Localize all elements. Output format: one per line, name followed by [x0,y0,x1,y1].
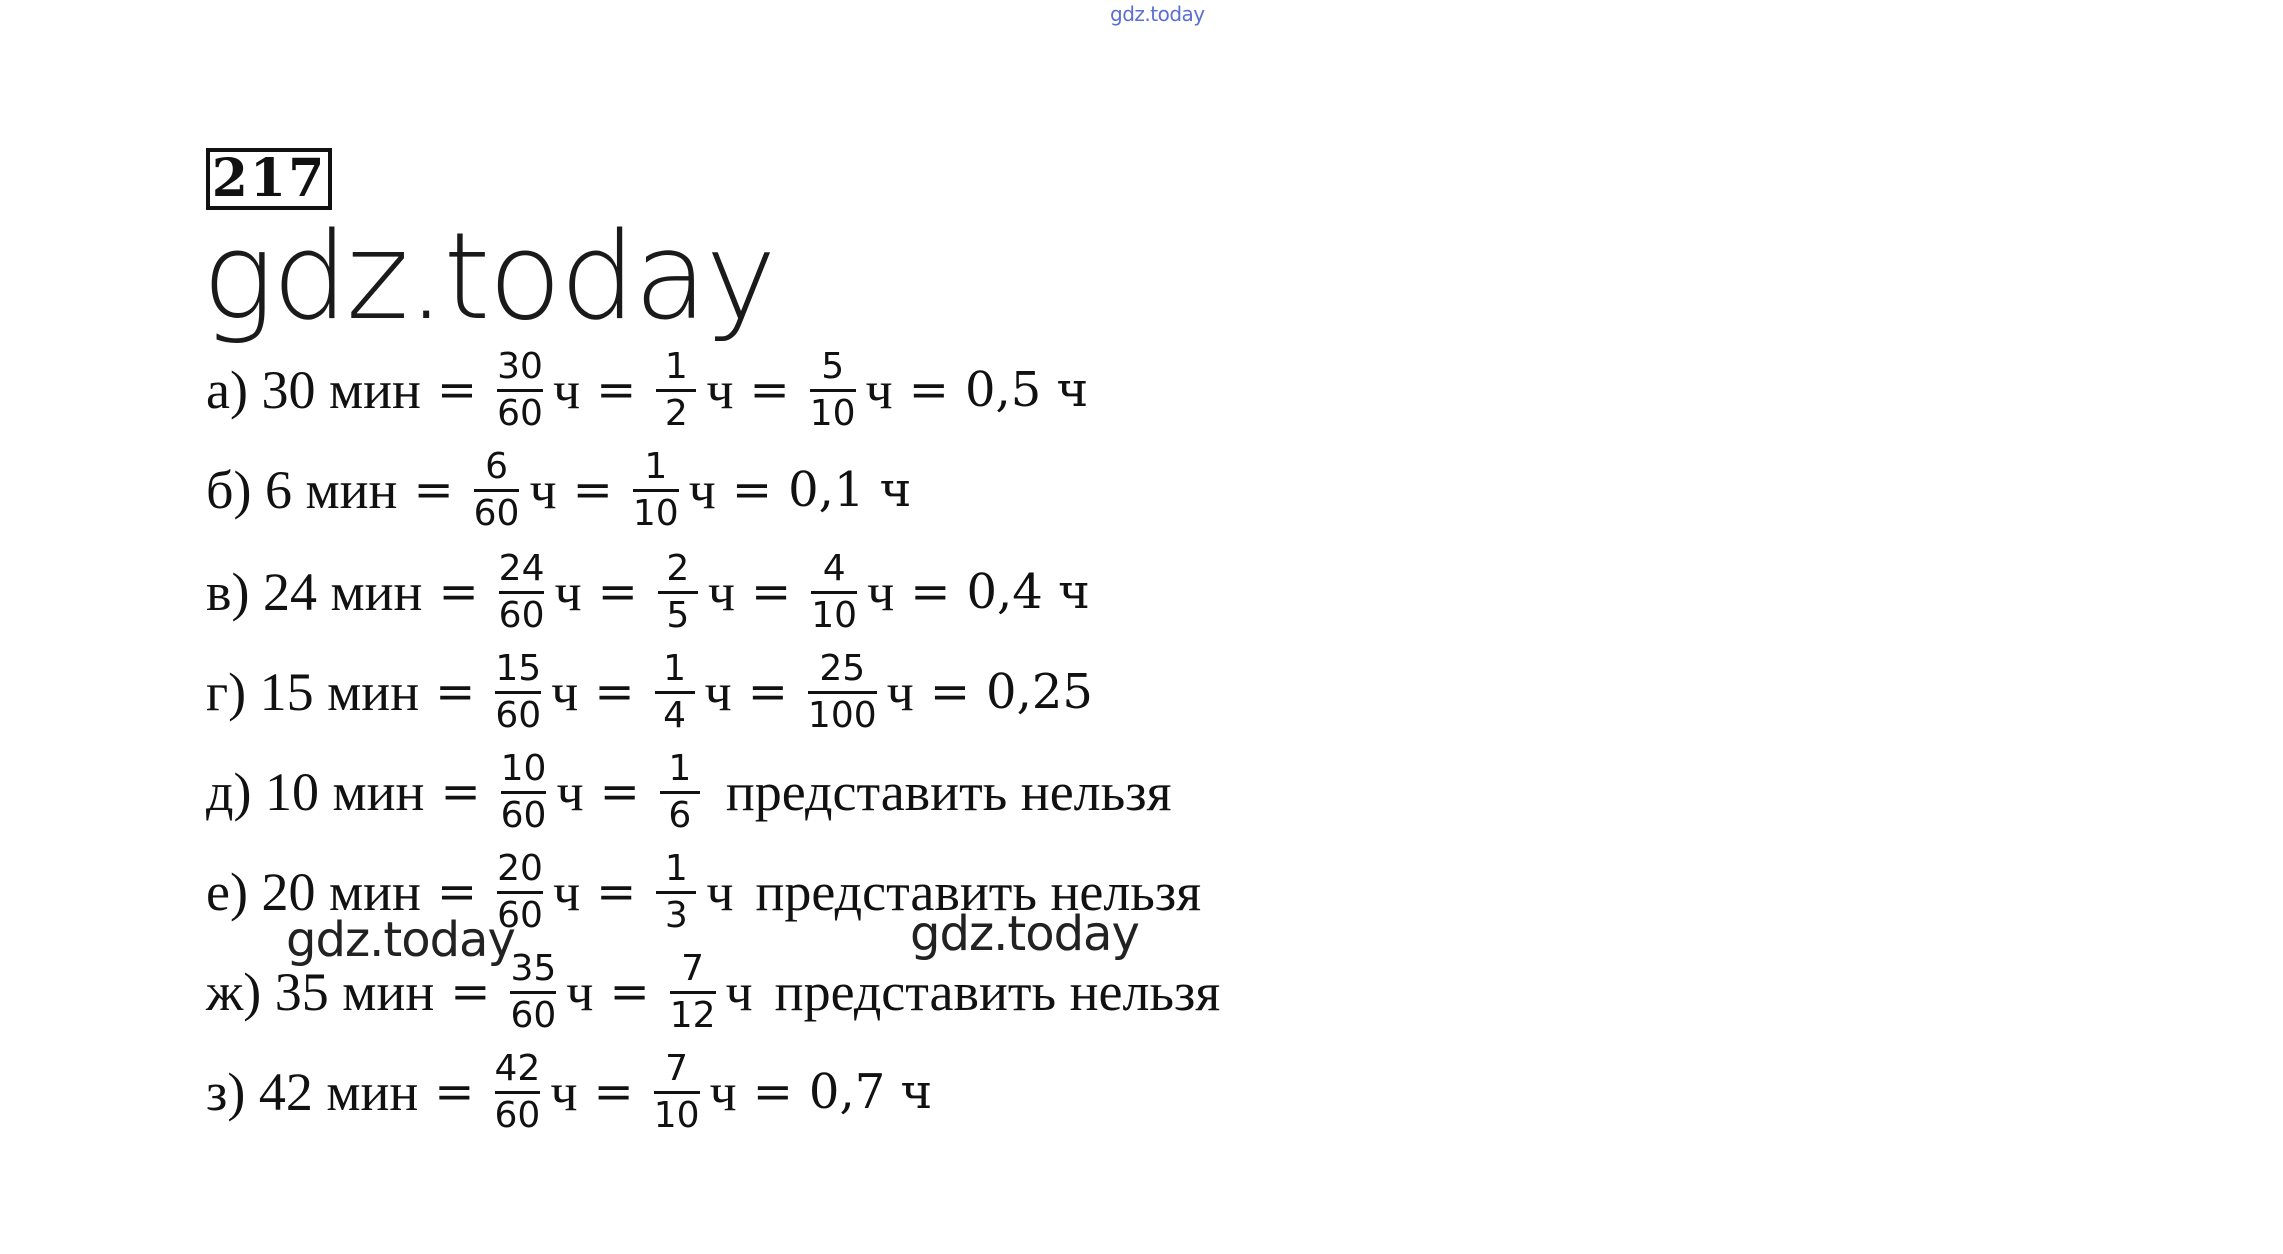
equals-sign: = [440,764,481,820]
equals-sign: = [747,664,788,720]
fraction [808,649,877,736]
equals-sign: = [436,362,478,418]
line-label: а) 30 мин [206,360,421,420]
fraction-denominator: 5 [666,594,690,636]
equals-sign: = [438,564,479,620]
fraction-bar [501,791,547,794]
fraction-denominator: 10 [811,594,858,636]
fraction [495,649,541,736]
line-label: в) 24 мин [206,562,423,622]
fraction-bar [497,389,543,392]
fraction [660,749,700,836]
fraction-numerator: 1 [664,847,688,889]
decimal-result: 0,25 [986,664,1093,720]
fraction [655,649,695,736]
fraction-numerator: 20 [497,847,543,889]
problem-number-box: 217 [206,148,332,210]
top-watermark: gdz.today [1110,2,1205,26]
unit-hour: ч [865,360,893,420]
fraction [658,549,698,636]
fraction [811,549,857,636]
decimal-result: 0,4 ч [966,564,1090,620]
unit-hour: ч [706,360,734,420]
fraction-bar [656,389,696,392]
fraction-denominator: 10 [809,392,856,434]
solution-line [206,742,1171,842]
fraction-bar [808,691,877,694]
line-label: г) 15 мин [206,662,420,722]
fraction-numerator: 4 [822,547,846,589]
equals-sign: = [594,664,635,720]
fraction [474,447,520,534]
fraction-bar [810,389,856,392]
equals-sign: = [752,1064,793,1120]
fraction [810,347,856,434]
solution-line [206,340,1088,440]
fraction-bar [654,1091,700,1094]
fraction-denominator: 60 [510,994,557,1036]
fraction [633,447,679,534]
equals-sign: = [450,964,491,1020]
unit-hour: ч [886,662,914,722]
fraction-bar [656,891,696,894]
equals-sign: = [599,764,640,820]
fraction-denominator: 60 [500,794,547,836]
unit-hour: ч [552,862,581,922]
fraction [654,1049,700,1136]
solution-line [206,1042,932,1142]
fraction-denominator: 60 [495,694,542,736]
large-watermark: gdz.today [202,208,775,347]
fraction-bar [811,591,857,594]
unit-hour: ч [707,562,736,622]
equals-sign: = [596,864,637,920]
unit-hour: ч [688,460,716,520]
fraction-denominator: 60 [473,492,520,534]
fraction-numerator: 5 [821,345,845,387]
fraction-bar [495,1091,541,1094]
solution-line [206,642,1093,742]
fraction-bar [510,991,556,994]
fraction-numerator: 35 [510,947,557,989]
fraction-denominator: 60 [498,594,545,636]
fraction-numerator: 25 [819,647,866,689]
fraction-numerator: 2 [666,547,690,589]
fraction-bar [658,591,698,594]
line-label: з) 42 мин [206,1062,419,1122]
fraction-denominator: 3 [664,894,688,936]
fraction-denominator: 100 [807,694,877,736]
fraction [501,749,547,836]
equals-sign: = [572,462,613,518]
solution-line [206,842,1201,942]
fraction-bar [495,691,541,694]
equals-sign: = [731,462,773,518]
unit-hour: ч [556,762,584,822]
fraction [656,849,696,936]
unit-hour: ч [529,460,557,520]
solution-line [206,942,1220,1042]
equals-sign: = [413,462,454,518]
fraction-bar [497,891,543,894]
fraction-denominator: 10 [653,1094,700,1136]
fraction-denominator: 12 [669,994,716,1036]
fraction-denominator: 60 [497,894,543,936]
fraction-denominator: 2 [664,392,688,434]
result-note: представить нельзя [725,762,1172,822]
equals-sign: = [749,362,790,418]
solution-line [206,440,911,540]
fraction [497,849,543,936]
fraction-numerator: 7 [681,947,705,989]
fraction-numerator: 30 [497,345,543,387]
fraction [656,347,696,434]
fraction-numerator: 15 [495,647,542,689]
line-label: б) 6 мин [206,460,398,520]
unit-hour: ч [550,1062,578,1122]
decimal-result: 0,5 ч [964,362,1089,418]
fraction [495,1049,541,1136]
equals-sign: = [929,664,971,720]
fraction-numerator: 6 [485,445,509,487]
fraction-bar [499,591,545,594]
unit-hour: ч [551,662,579,722]
fraction-bar [655,691,695,694]
result-note: представить нельзя [774,962,1221,1022]
unit-hour: ч [704,662,732,722]
fraction-bar [670,991,716,994]
fraction-numerator: 1 [668,747,692,789]
equals-sign: = [597,564,638,620]
fraction-numerator: 42 [494,1047,541,1089]
unit-hour: ч [709,1062,737,1122]
fraction [497,347,543,434]
unit-hour: ч [554,562,582,622]
unit-hour: ч [725,962,753,1022]
fraction-numerator: 10 [500,747,547,789]
equals-sign: = [434,1064,475,1120]
equals-sign: = [593,1064,634,1120]
fraction [510,949,556,1036]
unit-hour: ч [566,962,594,1022]
equals-sign: = [751,564,792,620]
equals-sign: = [435,664,476,720]
fraction [499,549,545,636]
fraction-denominator: 6 [668,794,692,836]
line-label: е) 20 мин [206,862,421,922]
fraction-numerator: 1 [663,647,686,689]
equals-sign: = [908,362,949,418]
decimal-result: 0,7 ч [808,1064,933,1120]
equals-sign: = [609,964,650,1020]
result-note: представить нельзя [755,862,1202,922]
fraction-denominator: 60 [497,392,543,434]
fraction-denominator: 4 [663,694,686,736]
decimal-result: 0,1 ч [788,462,912,518]
unit-hour: ч [706,862,734,922]
equals-sign: = [596,362,637,418]
solution-line [206,542,1090,642]
mid-watermark-right: gdz.today [910,906,1139,962]
mid-watermark-left: gdz.today [286,912,515,968]
equals-sign: = [436,864,478,920]
fraction-denominator: 10 [632,492,679,534]
line-label: д) 10 мин [206,762,425,822]
fraction-numerator: 24 [498,547,545,589]
unit-hour: ч [552,360,581,420]
fraction-numerator: 1 [664,345,688,387]
equals-sign: = [910,564,951,620]
fraction-numerator: 1 [644,445,668,487]
fraction-bar [474,489,520,492]
fraction-denominator: 60 [494,1094,541,1136]
fraction [670,949,716,1036]
fraction-bar [660,791,700,794]
unit-hour: ч [867,562,895,622]
line-label: ж) 35 мин [206,962,435,1022]
fraction-bar [633,489,679,492]
fraction-numerator: 7 [665,1047,689,1089]
